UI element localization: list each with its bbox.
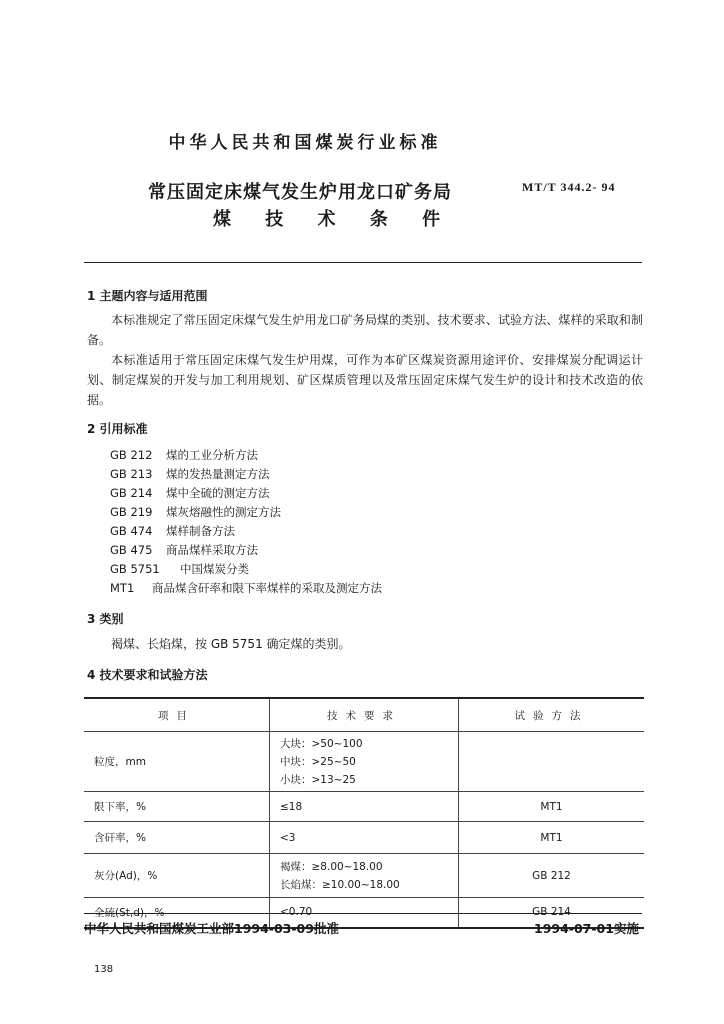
section-4-heading: 4 技术要求和试验方法	[87, 668, 208, 682]
technical-requirements-table	[84, 697, 644, 929]
table-cell-method: GB 214	[459, 898, 645, 928]
reference-code: MT1	[110, 581, 135, 595]
standard-category-title: 中华人民共和国煤炭行业标准	[168, 133, 442, 153]
table-cell-item: 粒度，mm	[84, 732, 270, 792]
reference-title: 商品煤含矸率和限下率煤样的采取及测定方法	[152, 581, 382, 595]
table-cell-requirement: ≤18	[270, 792, 459, 822]
table-cell-item: 限下率，%	[84, 792, 270, 822]
table-row	[84, 792, 644, 822]
requirement-line: 大块：>50~100	[280, 737, 363, 750]
reference-item	[110, 466, 270, 482]
reference-item	[110, 504, 281, 520]
table-header-row	[84, 698, 644, 732]
standard-title-line-2: 煤 技 术 条 件	[213, 209, 455, 230]
reference-title: 煤灰熔融性的测定方法	[166, 505, 281, 519]
reference-title: 煤的发热量测定方法	[166, 467, 270, 481]
page-number: 138	[94, 964, 114, 975]
table-cell-item: 含矸率，%	[84, 822, 270, 854]
section-1-heading: 1 主题内容与适用范围	[87, 289, 208, 303]
reference-item	[110, 523, 235, 539]
section-3-heading: 3 类别	[87, 612, 124, 626]
requirement-line: 褐煤：≥8.00~18.00	[280, 860, 383, 873]
table-header-item: 项目	[84, 698, 270, 732]
table-cell-method: MT1	[459, 792, 645, 822]
reference-code: GB 212	[110, 448, 153, 462]
table-header-method: 试验方法	[459, 698, 645, 732]
reference-item	[110, 561, 249, 577]
standard-title-line-1: 常压固定床煤气发生炉用龙口矿务局	[148, 182, 452, 203]
requirement-line: 中块：>25~50	[280, 755, 356, 768]
table-row	[84, 822, 644, 854]
reference-code: GB 5751	[110, 562, 160, 576]
section-1-paragraph-1: 本标准规定了常压固定床煤气发生炉用龙口矿务局煤的类别、技术要求、试验方法、煤样的采取和制备。	[87, 313, 643, 347]
reference-title: 中国煤炭分类	[180, 562, 249, 576]
approval-line: 中华人民共和国煤炭工业部1994-03-09批准	[84, 921, 339, 936]
section-1-paragraph-2: 本标准适用于常压固定床煤气发生炉用煤，可作为本矿区煤炭资源用途评价、安排煤炭分配调运计划、制定煤炭的开发与加工利用规划、矿区煤质管理以及常压固定床煤气发生炉的设计和技术改造的依据。	[87, 353, 643, 407]
reference-code: GB 213	[110, 467, 153, 481]
header-divider	[84, 262, 642, 263]
section-2-heading: 2 引用标准	[87, 422, 148, 436]
requirement-line: 小块：>13~25	[280, 773, 356, 786]
reference-code: GB 475	[110, 543, 153, 557]
reference-title: 煤的工业分析方法	[166, 448, 258, 462]
table-cell-item: 灰分(Ad)，%	[84, 854, 270, 898]
table-cell-requirement: <3	[270, 822, 459, 854]
table-row	[84, 732, 644, 792]
table-cell-method	[459, 732, 645, 792]
reference-item	[110, 580, 382, 596]
reference-title: 商品煤样采取方法	[166, 543, 258, 557]
reference-item	[110, 485, 270, 501]
reference-item	[110, 447, 258, 463]
reference-code: GB 474	[110, 524, 153, 538]
table-row	[84, 854, 644, 898]
table-cell-requirement	[270, 732, 459, 792]
requirement-line: 长焰煤：≥10.00~18.00	[280, 878, 400, 891]
table-cell-requirement	[270, 854, 459, 898]
table-cell-requirement: <0.70	[270, 898, 459, 928]
reference-title: 煤中全硫的测定方法	[166, 486, 270, 500]
footer-divider	[84, 913, 642, 914]
table-cell-method: GB 212	[459, 854, 645, 898]
implementation-date: 1994-07-01实施	[534, 921, 639, 936]
reference-title: 煤样制备方法	[166, 524, 235, 538]
table-cell-method: MT1	[459, 822, 645, 854]
standard-code: MT/T 344.2- 94	[522, 180, 616, 194]
table-header-requirement: 技术要求	[270, 698, 459, 732]
reference-code: GB 219	[110, 505, 153, 519]
section-3-paragraph: 褐煤、长焰煤，按 GB 5751 确定煤的类别。	[111, 637, 351, 651]
reference-code: GB 214	[110, 486, 153, 500]
table-cell-item: 全硫(St,d)，%	[84, 898, 270, 928]
reference-item	[110, 542, 258, 558]
